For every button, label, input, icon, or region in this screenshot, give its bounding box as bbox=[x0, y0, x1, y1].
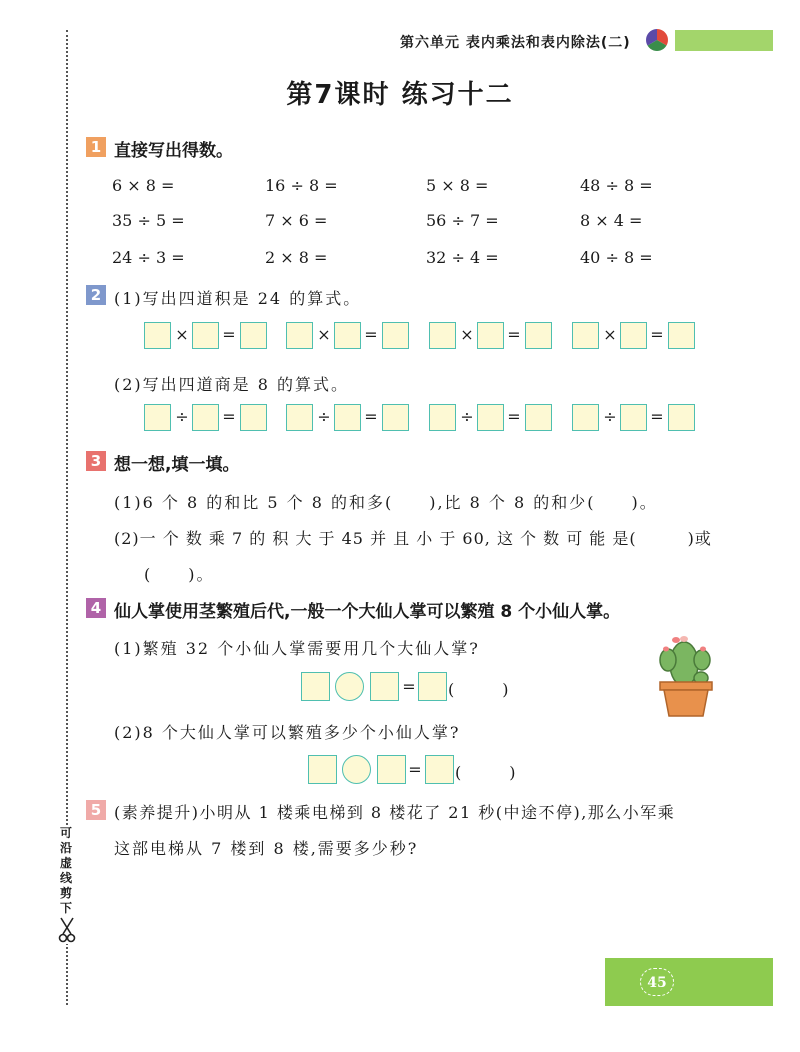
cactus-illustration bbox=[656, 632, 716, 718]
answer-box[interactable] bbox=[240, 322, 267, 349]
answer-box[interactable] bbox=[144, 322, 171, 349]
multiply-sign: × bbox=[603, 325, 617, 344]
equation: 2 × 8 = bbox=[265, 248, 328, 267]
answer-box[interactable] bbox=[308, 755, 337, 784]
equation: 48 ÷ 8 = bbox=[580, 176, 653, 195]
equals-sign: = bbox=[222, 407, 236, 426]
question-1-badge: 1 bbox=[86, 137, 106, 157]
equation: 16 ÷ 8 = bbox=[265, 176, 338, 195]
equals-sign: = bbox=[507, 407, 521, 426]
question-5-badge: 5 bbox=[86, 800, 106, 820]
equals-sign: = bbox=[507, 325, 521, 344]
answer-box[interactable] bbox=[286, 322, 313, 349]
answer-box[interactable] bbox=[382, 404, 409, 431]
answer-box[interactable] bbox=[192, 404, 219, 431]
answer-box[interactable] bbox=[620, 322, 647, 349]
operator-circle[interactable] bbox=[342, 755, 371, 784]
divide-sign: ÷ bbox=[460, 407, 474, 426]
equals-sign: = bbox=[408, 760, 422, 779]
equation: 32 ÷ 4 = bbox=[426, 248, 499, 267]
question-3-line-1: (1)6 个 8 的和比 5 个 8 的和多( ),比 8 个 8 的和少( )。 bbox=[114, 493, 658, 512]
question-5-line-1: (素养提升)小明从 1 楼乘电梯到 8 楼花了 21 秒(中途不停),那么小军乘 bbox=[114, 803, 676, 822]
answer-box[interactable] bbox=[377, 755, 406, 784]
equation: 24 ÷ 3 = bbox=[112, 248, 185, 267]
operator-circle[interactable] bbox=[335, 672, 364, 701]
answer-box[interactable] bbox=[334, 404, 361, 431]
question-4-badge: 4 bbox=[86, 598, 106, 618]
equals-sign: = bbox=[364, 325, 378, 344]
answer-box[interactable] bbox=[572, 322, 599, 349]
equals-sign: = bbox=[222, 325, 236, 344]
divide-sign: ÷ bbox=[317, 407, 331, 426]
equals-sign: = bbox=[402, 677, 416, 696]
answer-box[interactable] bbox=[477, 322, 504, 349]
equation: 7 × 6 = bbox=[265, 211, 328, 230]
question-1-title: 直接写出得数。 bbox=[114, 141, 233, 161]
scissors-icon bbox=[58, 916, 76, 944]
unit-color-wheel-icon bbox=[646, 29, 668, 51]
unit-title: 第六单元 表内乘法和表内除法(二) bbox=[400, 35, 631, 51]
answer-box[interactable] bbox=[286, 404, 313, 431]
answer-box[interactable] bbox=[418, 672, 447, 701]
page-number: 45 bbox=[640, 968, 674, 996]
question-2-part-1: (1)写出四道积是 24 的算式。 bbox=[114, 289, 362, 308]
equation: 40 ÷ 8 = bbox=[580, 248, 653, 267]
question-4-title: 仙人掌使用茎繁殖后代,一般一个大仙人掌可以繁殖 8 个小仙人掌。 bbox=[114, 602, 621, 622]
cut-hint-text: 可沿虚线剪下 bbox=[57, 826, 75, 916]
question-2-badge: 2 bbox=[86, 285, 106, 305]
answer-box[interactable] bbox=[144, 404, 171, 431]
question-4-part-1: (1)繁殖 32 个小仙人掌需要用几个大仙人掌? bbox=[114, 639, 480, 658]
answer-box[interactable] bbox=[240, 404, 267, 431]
question-2-part-2: (2)写出四道商是 8 的算式。 bbox=[114, 375, 350, 394]
equation: 56 ÷ 7 = bbox=[426, 211, 499, 230]
question-3-title: 想一想,填一填。 bbox=[114, 455, 240, 475]
answer-paren[interactable]: ( ) bbox=[455, 763, 516, 782]
equation: 8 × 4 = bbox=[580, 211, 643, 230]
equation: 5 × 8 = bbox=[426, 176, 489, 195]
answer-box[interactable] bbox=[301, 672, 330, 701]
multiply-sign: × bbox=[460, 325, 474, 344]
page-number-bar bbox=[605, 958, 773, 1006]
answer-box[interactable] bbox=[668, 322, 695, 349]
multiply-sign: × bbox=[175, 325, 189, 344]
answer-box[interactable] bbox=[382, 322, 409, 349]
question-3-line-2: (2)一 个 数 乘 7 的 积 大 于 45 并 且 小 于 60, 这 个 数 可 能 是( )或 bbox=[114, 529, 712, 548]
answer-box[interactable] bbox=[192, 322, 219, 349]
answer-box[interactable] bbox=[334, 322, 361, 349]
equals-sign: = bbox=[650, 325, 664, 344]
lesson-title: 第7课时 练习十二 bbox=[286, 80, 514, 110]
header-accent-bar bbox=[675, 30, 773, 51]
answer-box[interactable] bbox=[525, 404, 552, 431]
answer-box[interactable] bbox=[429, 322, 456, 349]
divide-sign: ÷ bbox=[175, 407, 189, 426]
answer-box[interactable] bbox=[572, 404, 599, 431]
equals-sign: = bbox=[650, 407, 664, 426]
answer-box[interactable] bbox=[425, 755, 454, 784]
question-3-badge: 3 bbox=[86, 451, 106, 471]
equals-sign: = bbox=[364, 407, 378, 426]
divide-sign: ÷ bbox=[603, 407, 617, 426]
multiply-sign: × bbox=[317, 325, 331, 344]
answer-box[interactable] bbox=[429, 404, 456, 431]
answer-paren[interactable]: ( ) bbox=[448, 680, 509, 699]
equation: 6 × 8 = bbox=[112, 176, 175, 195]
answer-box[interactable] bbox=[525, 322, 552, 349]
answer-box[interactable] bbox=[477, 404, 504, 431]
equation: 35 ÷ 5 = bbox=[112, 211, 185, 230]
answer-box[interactable] bbox=[668, 404, 695, 431]
question-5-line-2: 这部电梯从 7 楼到 8 楼,需要多少秒? bbox=[114, 839, 419, 858]
answer-box[interactable] bbox=[620, 404, 647, 431]
question-3-line-3: ( )。 bbox=[144, 565, 215, 584]
question-4-part-2: (2)8 个大仙人掌可以繁殖多少个小仙人掌? bbox=[114, 723, 461, 742]
answer-box[interactable] bbox=[370, 672, 399, 701]
